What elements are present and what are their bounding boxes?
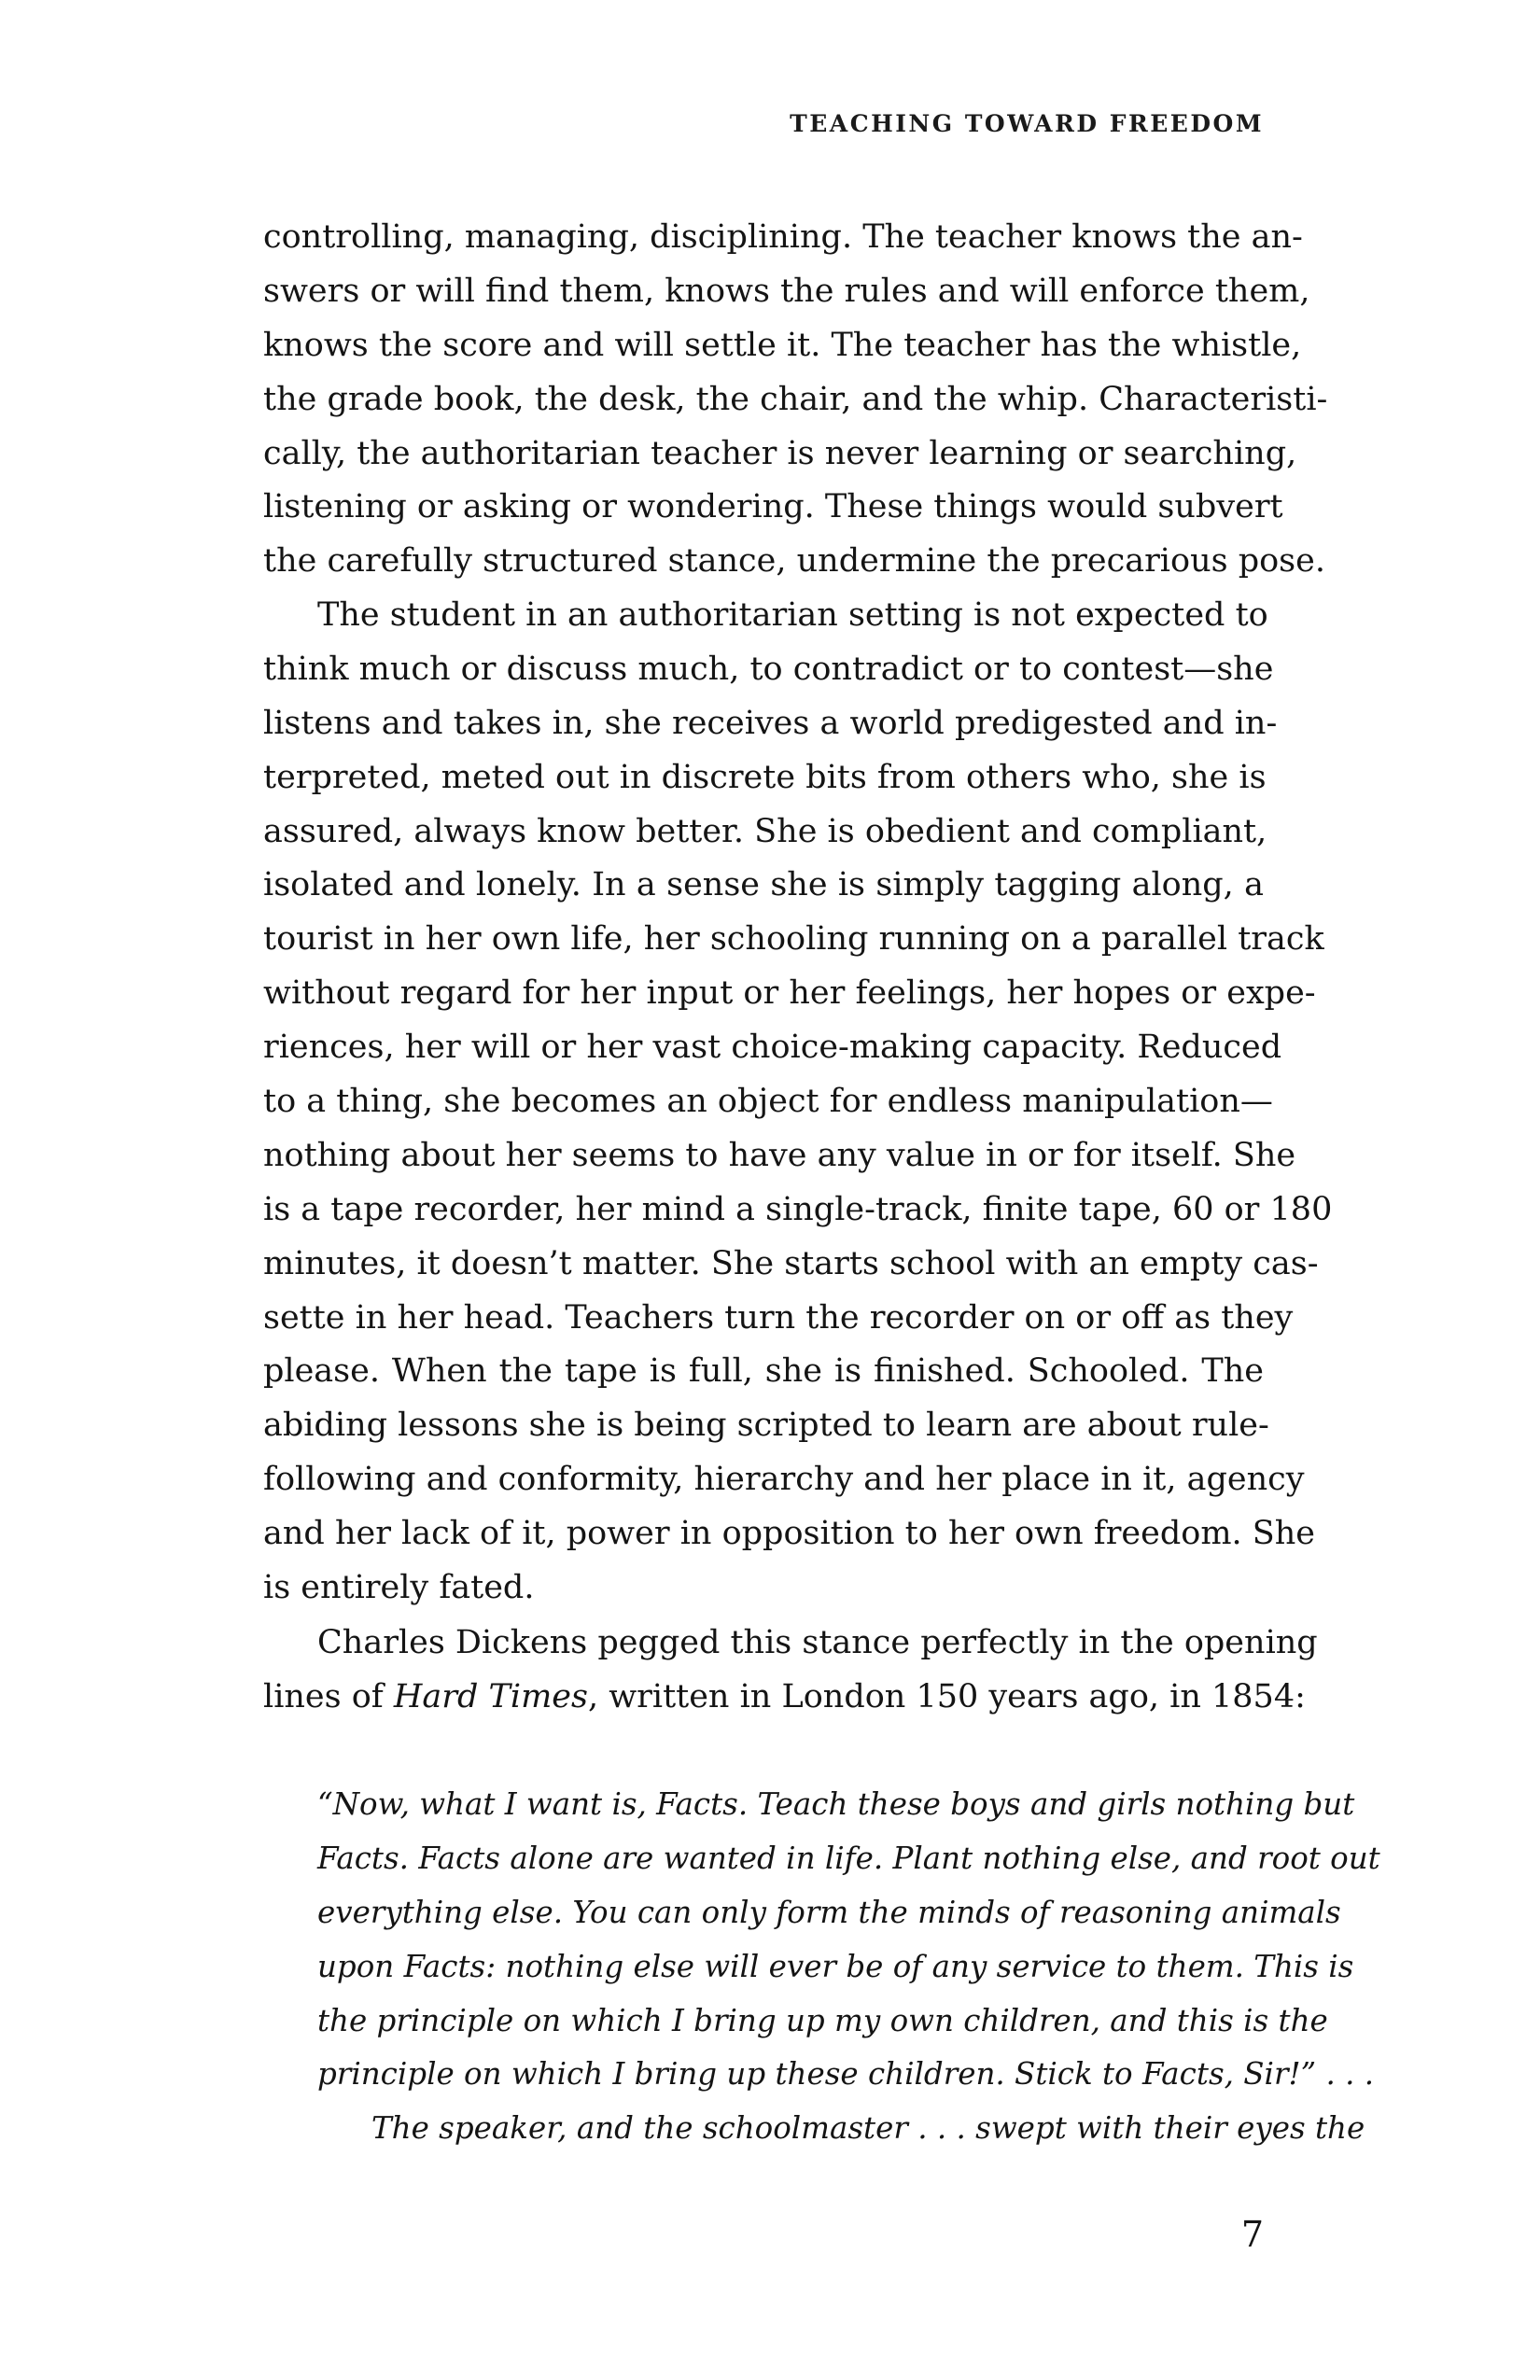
text-line: is entirely fated.: [263, 1569, 535, 1607]
quote-line: Facts. Facts alone are wanted in life. Plant nothing else, and root out: [317, 1840, 1380, 1876]
text-line: sette in her head. Teachers turn the recorder on or off as they: [263, 1298, 1294, 1337]
text-line: abiding lessons she is being scripted to learn are about rule-: [263, 1407, 1269, 1445]
text-line: and her lack of it, power in opposition to her own freedom. She: [263, 1515, 1316, 1553]
text-line: following and conformity, hierarchy and her place in it, agency: [263, 1461, 1305, 1499]
running-head: TEACHING TOWARD FREEDOM: [790, 110, 1264, 137]
text-line: knows the score and will settle it. The teacher has the whistle,: [263, 326, 1302, 364]
paragraph-3: [263, 1617, 1318, 1725]
quote-line: the principle on which I bring up my own children, and this is the: [317, 2002, 1328, 2038]
text-line: The student in an authoritarian setting is not expected to: [317, 596, 1268, 634]
text-line: assured, always know better. She is obedient and compliant,: [263, 812, 1267, 850]
text-line: [263, 1671, 1306, 1725]
text-line: listens and takes in, she receives a world predigested and in-: [263, 704, 1278, 742]
text-line: Charles Dickens pegged this stance perfectly in the opening: [317, 1624, 1318, 1661]
text-line: minutes, it doesn’t matter. She starts school with an empty cas-: [263, 1244, 1319, 1282]
block-quote: [317, 1778, 1380, 2156]
text-line: the grade book, the desk, the chair, and the whip. Characteristi-: [263, 380, 1328, 418]
text-line: please. When the tape is full, she is finished. Schooled. The: [263, 1352, 1264, 1391]
text-line: tourist in her own life, her schooling running on a parallel track: [263, 920, 1324, 959]
text-line: riences, her will or her vast choice-making capacity. Reduced: [263, 1029, 1282, 1067]
text-line: think much or discuss much, to contradict or to contest—she: [263, 650, 1274, 688]
text-line: without regard for her input or her feelings, her hopes or expe-: [263, 974, 1316, 1013]
paragraph-1: [263, 211, 1328, 589]
text-line: cally, the authoritarian teacher is never learning or searching,: [263, 434, 1297, 472]
quote-line: everything else. You can only form the minds of reasoning animals: [317, 1894, 1341, 1930]
text-line: the carefully structured stance, undermine the precarious pose.: [263, 542, 1325, 581]
text-line: to a thing, she becomes an object for endless manipulation—: [263, 1083, 1273, 1121]
page-number: 7: [1240, 2214, 1264, 2255]
text-line: swers or will find them, knows the rules and will enforce them,: [263, 272, 1310, 310]
text-fragment: , written in London 150 years ago, in 1854:: [587, 1677, 1306, 1715]
text-fragment: lines of: [263, 1677, 394, 1715]
book-title: Hard Times: [393, 1677, 588, 1715]
text-line: is a tape recorder, her mind a single-track, finite tape, 60 or 180: [263, 1190, 1333, 1228]
quote-line: upon Facts: nothing else will ever be of any service to them. This is: [317, 1948, 1354, 1984]
paragraph-2: [263, 589, 1333, 1616]
quote-line: “Now, what I want is, Facts. Teach these boys and girls nothing but: [317, 1786, 1355, 1822]
quote-line: The speaker, and the schoolmaster . . . swept with their eyes the: [371, 2110, 1365, 2147]
text-line: listening or asking or wondering. These things would subvert: [263, 488, 1283, 526]
quote-line: principle on which I bring up these children. Stick to Facts, Sir!” . . .: [317, 2056, 1375, 2093]
text-line: nothing about her seems to have any value in or for itself. She: [263, 1136, 1296, 1174]
text-line: terpreted, meted out in discrete bits from others who, she is: [263, 758, 1267, 796]
text-line: controlling, managing, disciplining. The teacher knows the an-: [263, 218, 1303, 256]
text-line: isolated and lonely. In a sense she is simply tagging along, a: [263, 866, 1264, 904]
